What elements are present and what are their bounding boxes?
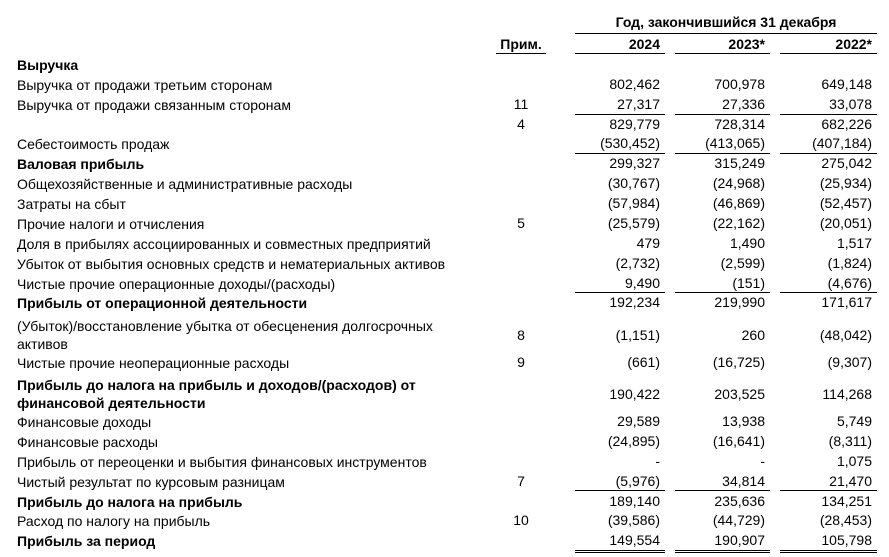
year-header-2023: 2023* <box>728 36 765 52</box>
subtotal-rule <box>675 490 770 491</box>
row-value: (407,184) <box>812 135 872 151</box>
row-label: Финансовые доходы <box>17 414 152 430</box>
table-row <box>0 493 889 513</box>
row-value: 27,317 <box>617 96 660 112</box>
row-value: (413,065) <box>705 135 765 151</box>
year-underline <box>675 53 770 54</box>
subtotal-rule <box>780 114 877 115</box>
row-value: (2,732) <box>615 255 660 271</box>
row-label: Себестоимость продаж <box>17 136 170 152</box>
row-value: 682,226 <box>821 116 872 132</box>
row-value: 728,314 <box>714 116 765 132</box>
subtotal-rule <box>575 114 665 115</box>
row-value: (52,457) <box>819 195 872 211</box>
row-value: 21,470 <box>829 473 872 489</box>
row-label: Прибыль за период <box>17 533 156 549</box>
table-row <box>0 155 889 175</box>
total-double-rule <box>675 550 770 553</box>
period-title: Год, закончившийся 31 декабря <box>615 14 837 30</box>
row-value: (28,453) <box>819 512 872 528</box>
row-value: 802,462 <box>609 76 660 92</box>
row-value: 190,422 <box>609 386 660 402</box>
row-note: 4 <box>517 116 525 132</box>
row-value: 149,554 <box>609 532 660 548</box>
row-label: Финансовые расходы <box>17 434 158 450</box>
year-underline <box>575 53 665 54</box>
table-row <box>0 532 889 552</box>
table-row <box>0 96 889 116</box>
subtotal-rule <box>780 292 877 293</box>
row-label: Прибыль от операционной деятельности <box>17 295 308 311</box>
row-value: (57,984) <box>607 195 660 211</box>
row-label: Прочие налоги и отчисления <box>17 216 205 232</box>
subtotal-rule <box>575 292 665 293</box>
row-value: (25,934) <box>819 175 872 191</box>
row-value: (22,162) <box>712 215 765 231</box>
table-row <box>0 255 889 275</box>
row-value: 134,251 <box>821 493 872 509</box>
row-label: Расход по налогу на прибыль <box>17 513 211 529</box>
row-label: Выручка от продажи связанным сторонам <box>17 97 291 113</box>
row-value: 479 <box>636 235 660 251</box>
subtotal-rule <box>675 114 770 115</box>
row-value: (46,869) <box>712 195 765 211</box>
row-value: 700,978 <box>714 76 765 92</box>
row-value: (24,968) <box>712 175 765 191</box>
subtotal-rule <box>575 490 665 491</box>
table-row <box>0 317 889 352</box>
row-label: Общехозяйственные и административные расходы <box>17 176 353 192</box>
row-value: 235,636 <box>714 493 765 509</box>
row-value: 299,327 <box>609 155 660 171</box>
subtotal-rule <box>575 153 665 154</box>
table-row <box>0 215 889 235</box>
subtotal-rule <box>780 153 877 154</box>
row-label: Затраты на сбыт <box>17 196 126 212</box>
row-label: Выручка от продажи третьим сторонам <box>17 77 273 93</box>
row-note: 11 <box>513 96 529 112</box>
row-value: 829,779 <box>609 116 660 132</box>
table-row <box>0 116 889 136</box>
table-row <box>0 413 889 433</box>
row-value: (9,307) <box>827 354 872 370</box>
row-value: 275,042 <box>821 155 872 171</box>
row-value: 5,749 <box>836 413 872 429</box>
row-label: Убыток от выбытия основных средств и нематериальных активов <box>17 256 446 272</box>
note-column-header: Прим. <box>500 36 542 52</box>
row-value: 189,140 <box>609 493 660 509</box>
row-note: 5 <box>517 215 525 231</box>
row-label: Прибыль до налога на прибыль и доходов/(расходов) от финансовой деятельности <box>17 377 416 411</box>
subtotal-rule <box>675 292 770 293</box>
row-label: Чистые прочие неоперационные расходы <box>17 355 290 371</box>
table-row <box>0 235 889 255</box>
row-note: 8 <box>517 327 525 343</box>
row-value: (48,042) <box>819 327 872 343</box>
row-label: Чистые прочие операционные доходы/(расходы) <box>17 276 336 292</box>
row-value: (5,976) <box>615 473 660 489</box>
row-value: (44,729) <box>712 512 765 528</box>
row-value: 27,336 <box>722 96 765 112</box>
note-header-underline <box>496 53 546 54</box>
row-label: Чистый результат по курсовым разницам <box>17 474 285 490</box>
row-value: (1,151) <box>615 327 660 343</box>
row-label: (Убыток)/восстановление убытка от обесценения долгосрочных активов <box>17 318 433 352</box>
row-value: - <box>655 453 660 469</box>
row-value: 29,589 <box>617 413 660 429</box>
row-value: (20,051) <box>819 215 872 231</box>
row-label: Доля в прибылях ассоциированных и совместных предприятий <box>17 236 431 252</box>
table-row <box>0 354 889 374</box>
section-title: Выручка <box>17 57 79 73</box>
row-value: (151) <box>732 275 765 291</box>
total-double-rule <box>575 550 665 553</box>
year-header-2024: 2024 <box>628 36 660 52</box>
total-double-rule <box>780 550 877 553</box>
row-value: 1,490 <box>729 235 765 251</box>
row-value: 105,798 <box>821 532 872 548</box>
row-value: 171,617 <box>821 294 872 310</box>
row-value: 1,075 <box>836 453 872 469</box>
row-label: Прибыль от переоценки и выбытия финансовых инструментов <box>17 454 427 470</box>
year-underline <box>780 53 877 54</box>
row-value: (4,676) <box>827 275 872 291</box>
row-value: 219,990 <box>714 294 765 310</box>
row-value: 9,490 <box>624 275 660 291</box>
row-value: 1,517 <box>836 235 872 251</box>
subtotal-rule <box>675 153 770 154</box>
table-row <box>0 195 889 215</box>
row-value: (8,311) <box>828 433 872 449</box>
row-note: 9 <box>517 354 525 370</box>
row-value: - <box>760 453 765 469</box>
row-value: 13,938 <box>722 413 765 429</box>
table-row <box>0 433 889 453</box>
row-value: 203,525 <box>714 386 765 402</box>
row-value: 33,078 <box>829 96 872 112</box>
row-value: (16,725) <box>712 354 765 370</box>
table-row <box>0 376 889 411</box>
row-value: 649,148 <box>821 76 872 92</box>
row-value: (24,895) <box>607 433 660 449</box>
row-value: (2,599) <box>720 255 765 271</box>
row-value: (530,452) <box>600 135 660 151</box>
row-value: 192,234 <box>609 294 660 310</box>
row-value: 190,907 <box>714 532 765 548</box>
table-row <box>0 175 889 195</box>
row-value: 114,268 <box>822 386 872 402</box>
table-row <box>0 294 889 314</box>
row-label: Валовая прибыль <box>17 156 145 172</box>
row-value: (30,767) <box>607 175 660 191</box>
row-value: (661) <box>627 354 660 370</box>
year-header-2022: 2022* <box>835 36 872 52</box>
table-row <box>0 512 889 532</box>
table-row <box>0 135 889 155</box>
header-divider <box>575 33 877 34</box>
table-row <box>0 453 889 473</box>
row-label: Прибыль до налога на прибыль <box>17 494 243 510</box>
subtotal-rule <box>780 490 877 491</box>
row-note: 10 <box>513 512 529 528</box>
row-note: 7 <box>517 473 525 489</box>
row-value: 34,814 <box>722 473 765 489</box>
table-row <box>0 76 889 96</box>
row-value: 315,249 <box>714 155 765 171</box>
row-value: (16,641) <box>712 433 765 449</box>
row-value: 260 <box>741 327 765 343</box>
row-value: (39,586) <box>607 512 660 528</box>
row-value: (1,824) <box>827 255 872 271</box>
row-value: (25,579) <box>607 215 660 231</box>
